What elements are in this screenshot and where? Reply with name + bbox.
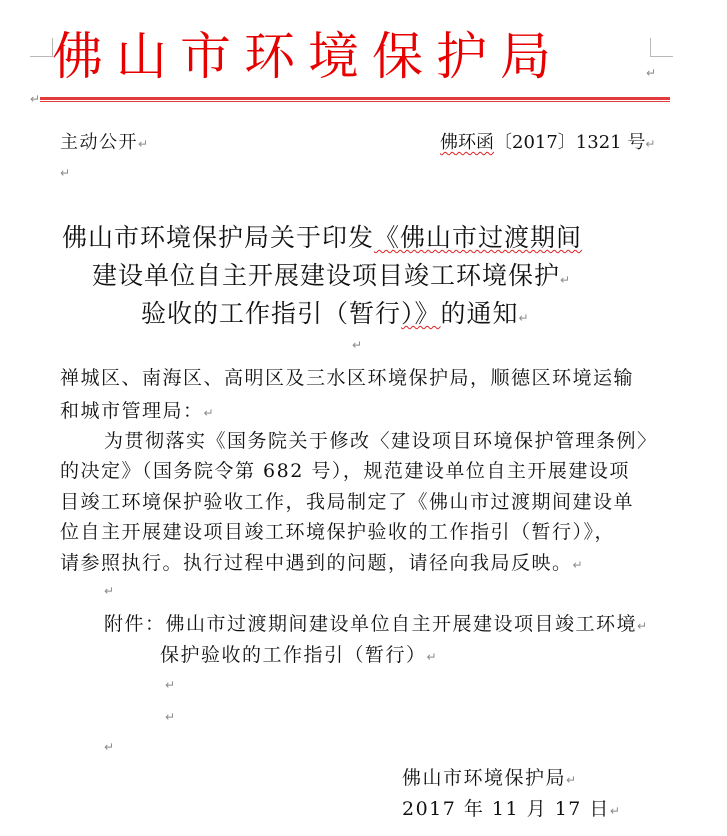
document-title-line-1 (62, 218, 582, 254)
attachment-label: 附件： (104, 613, 166, 635)
recipients-text: 和城市管理局： (60, 400, 204, 422)
crop-mark-top-right (650, 38, 673, 57)
paragraph-mark: ↵ (203, 406, 216, 420)
paragraph-mark: ↵ (566, 773, 578, 787)
paragraph-mark: ↵ (138, 137, 150, 151)
paragraph-mark: ↵ (609, 804, 622, 818)
red-separator-line-thin (40, 101, 670, 102)
paragraph-mark: ↵ (426, 650, 439, 664)
paragraph-mark: ↵ (30, 92, 41, 106)
body-line-1: 为贯彻落实《国务院关于修改〈建设项目环境保护管理条例〉 (104, 430, 658, 452)
signature-date (402, 794, 621, 821)
body-line-4: 位自主开展建设项目竣工环境保护验收的工作指引（暂行）》， (60, 521, 616, 543)
document-number (440, 128, 655, 154)
paragraph-mark: ↵ (60, 166, 71, 180)
paragraph-mark: ↵ (104, 740, 115, 754)
title-text-underlined: ）》 (401, 299, 441, 328)
attachment-line-1 (104, 609, 649, 636)
recipients-line-2 (60, 396, 215, 423)
signature-date-text: 2017 年 11 月 17 日 (402, 798, 610, 820)
attachment-title-cont: 保护验收的工作指引（暂行） (160, 644, 427, 666)
attachment-line-2 (160, 640, 438, 667)
body-line-5 (60, 548, 584, 575)
attachment-title: 佛山市过渡期间建设单位自主开展建设项目竣工环境 (165, 613, 638, 635)
paragraph-mark: ↵ (637, 619, 649, 633)
paragraph-mark: ↵ (165, 678, 176, 692)
paragraph-mark: ↵ (646, 66, 657, 80)
paragraph-mark: ↵ (560, 273, 572, 287)
signature-org (402, 763, 578, 790)
paragraph-mark: ↵ (645, 137, 656, 151)
title-text: 验收的工作指引（暂行 (141, 299, 402, 328)
disclosure-text: 主动公开 (60, 132, 138, 153)
document-title-line-3 (141, 294, 530, 330)
paragraph-mark: ↵ (104, 584, 115, 598)
disclosure-label (60, 128, 150, 154)
doc-number-prefix: 佛环函 (440, 132, 494, 153)
title-text: 佛山市环境保护局关于印发 (62, 223, 375, 252)
doc-number-rest: 〔2017〕1321 号 (494, 132, 646, 153)
title-text: 建设单位自主开展建设项目竣工环境保护 (92, 261, 561, 290)
title-text: 的通知 (440, 299, 519, 328)
masthead-title: 佛山市环境保护局 (52, 28, 565, 87)
body-line-3: 目竣工环境保护验收工作，我局制定了《佛山市过渡期间建设单 (60, 491, 635, 513)
body-text: 请参照执行。执行过程中遇到的问题，请径向我局反映。 (60, 552, 573, 574)
signature-org-text: 佛山市环境保护局 (402, 767, 567, 789)
paragraph-mark: ↵ (518, 311, 530, 325)
recipients-line-1: 禅城区、南海区、高明区及三水区环境保护局，顺德区环境运输 (60, 367, 635, 389)
document-title-line-2 (92, 256, 571, 292)
body-line-2: 的决定》（国务院令第 682 号），规范建设单位自主开展建设项 (60, 460, 630, 482)
crop-mark-top-left (30, 38, 53, 57)
title-text-underlined: 《佛山市过渡期间 (374, 223, 583, 252)
red-separator-line (40, 97, 670, 100)
paragraph-mark: ↵ (352, 338, 363, 352)
paragraph-mark: ↵ (572, 558, 585, 572)
paragraph-mark: ↵ (165, 710, 176, 724)
